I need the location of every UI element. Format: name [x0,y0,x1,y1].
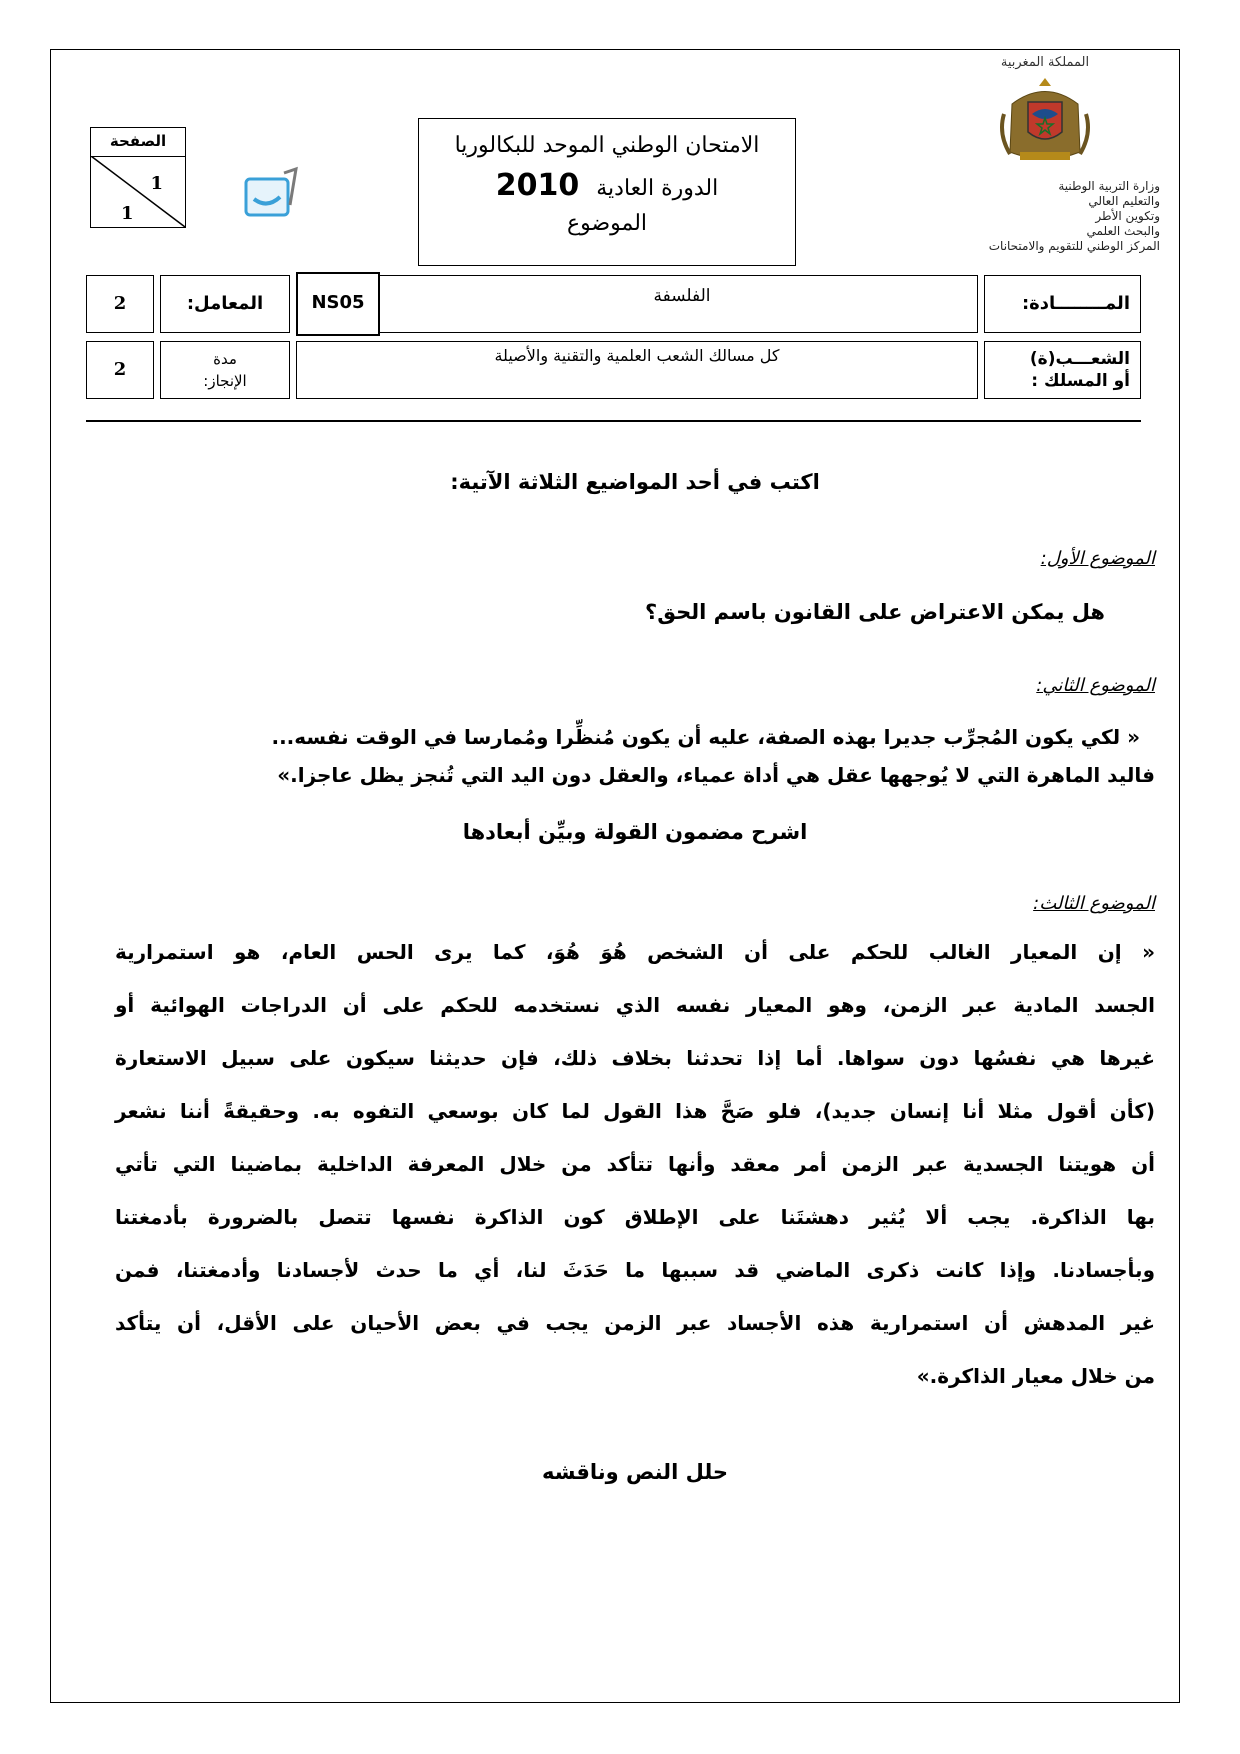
ministry-line: والبحث العلمي [1086,224,1160,238]
subject-3-title: الموضوع الثالث: [1033,893,1155,914]
subject-3-text-line: غيرها هي نفسُها دون سواها. أما إذا تحدثنا بخلاف ذلك، فإن حديثنا سيكون على سبيل الاستعارة [115,1046,1155,1070]
page-divider-line [91,156,185,227]
document-type: الموضوع [566,211,648,236]
page-label: الصفحة [91,128,185,157]
subject-2-quote-line: فاليد الماهرة التي لا يُوجهها عقل هي أداة عمياء، والعقل دون اليد التي تُنجز يظل عاجزا.» [277,763,1155,787]
ministry-header [930,55,1160,254]
subject-3-text-line: « إن المعيار الغالب للحكم على أن الشخص هُوَ هُوَ، كما يرى الحس العام، هو استمرارية [115,940,1155,964]
session-label: الدورة العادية [596,176,719,201]
coefficient-label: المعامل: [160,275,290,333]
header-divider [86,420,1141,422]
subject-3-text-line: بها الذاكرة. يجب ألا يُثير دهشتَنا على الإطلاق كون الذاكرة نفسها تتصل بالضرورة بأدمغتنا [115,1205,1155,1229]
ministry-line: والتعليم العالي [1088,194,1160,208]
ministry-line: وتكوين الأطر [1095,209,1160,223]
subject-value: الفلسفة [653,286,711,306]
subject-1-question: هل يمكن الاعتراض على القانون باسم الحق؟ [645,600,1105,624]
branch-value: كل مسالك الشعب العلمية والتقنية والأصيلة [296,341,978,399]
ministry-line: وزارة التربية الوطنية [1058,179,1160,193]
subject-row [296,275,978,333]
subject-code: NS05 [296,272,380,336]
subject-3-text-line: وبأجسادنا. وإذا كانت ذكرى الماضي قد سببها ما حَدَثَ لنا، أي ما حدث لأجسادنا وأدمغتنا، فمن [115,1258,1155,1282]
session-line [419,168,795,203]
branch-label [984,341,1141,399]
duration-value: 2 [86,341,154,399]
duration-label-line: الإنجاز: [203,372,247,390]
ministry-line: المركز الوطني للتقويم والامتحانات [988,239,1160,253]
subject-3-text-line: غير المدهش أن استمرارية هذه الأجساد عبر الزمن يجب في بعض الأحيان على الأقل، أن يتأكد [115,1311,1155,1335]
exam-title: الامتحان الوطني الموحد للبكالوريا [454,133,760,158]
subject-3-task: حلل النص وناقشه [541,1460,729,1484]
duration-label-line: مدة [213,350,237,368]
subject-3-text-line: أن هويتنا الجسدية عبر الزمن أمر معقد وأنها تتأكد من خلال المعرفة الداخلية بماضينا التي تأتي [115,1152,1155,1176]
page-number-box [90,127,186,228]
coefficient-value: 2 [86,275,154,333]
exam-year: 2010 [495,168,580,203]
subject-3-text-line: من خلال معيار الذاكرة.» [916,1364,1155,1388]
exam-instruction: اكتب في أحد المواضيع الثلاثة الآتية: [450,470,820,494]
subject-2-task: اشرح مضمون القولة وبيِّن أبعادها [462,820,808,844]
duration-label [160,341,290,399]
coat-of-arms-icon [990,74,1100,169]
subject-1-title: الموضوع الأول: [1040,548,1155,569]
kingdom-label: المملكة المغربية [1000,55,1090,70]
subject-3-text-line: (كأن أقول مثلا أنا إنسان جديد)، فلو صَحَّ هذا القول لما كان بوسعي التفوه به. وحقيقةً أننا نشعر [115,1099,1155,1123]
subject-label: المــــــــادة: [984,275,1141,333]
branch-label-line: أو المسلك : [1031,371,1130,391]
subject-2-quote-line: « لكي يكون المُجرِّب جديرا بهذه الصفة، عليه أن يكون مُنظِّرا ومُمارسا في الوقت نفسه... [271,725,1140,749]
page-total: 1 [121,203,134,224]
page-current: 1 [150,173,163,194]
subject-2-title: الموضوع الثاني: [1036,675,1155,696]
exam-info-table [86,275,1141,420]
subject-3-text-line: الجسد المادية عبر الزمن، وهو المعيار نفسه الذي نستخدمه للحكم على أن الدراجات الهوائية أو [115,993,1155,1017]
branch-label-line: الشعـــب(ة) [1029,349,1130,369]
exam-title-box [418,118,796,266]
evaluation-center-logo-icon [240,165,308,225]
